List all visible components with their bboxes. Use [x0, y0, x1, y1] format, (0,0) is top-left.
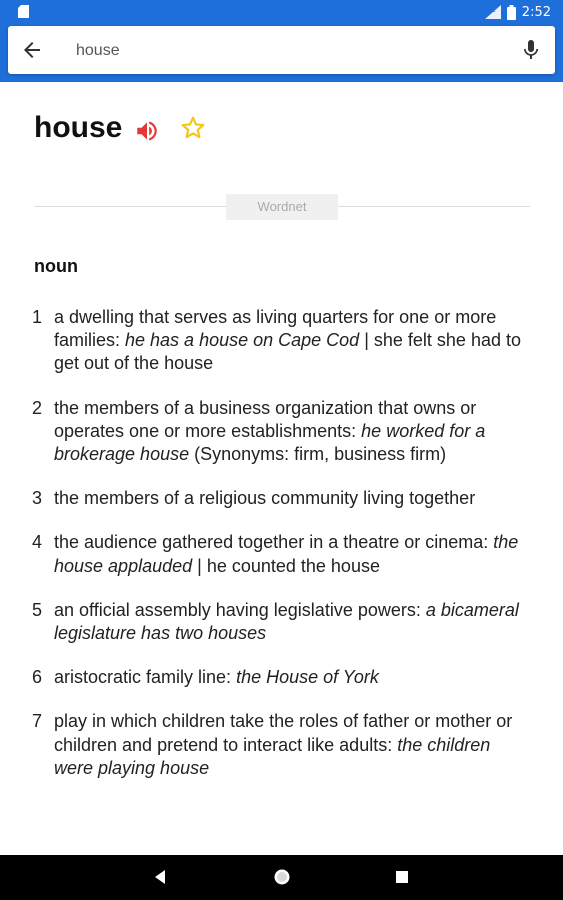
definition-number: 3 [32, 488, 43, 509]
definition-text: a dwelling that serves as living quarters for one or more families: he has a house on Cape Cod | she felt she had to get out of the house [54, 307, 521, 374]
navigation-bar [0, 855, 563, 900]
definition-example: he has a house on Cape Cod [125, 330, 360, 351]
definition-example: he worked for a brokerage house [54, 420, 486, 465]
definition-text: an official assembly having legislative powers: a bicameral legislature has two houses [54, 599, 519, 644]
status-bar [0, 0, 563, 24]
definition-item [32, 666, 532, 689]
nav-home-icon[interactable] [272, 867, 292, 887]
part-of-speech: noun [34, 256, 78, 276]
definition-item [32, 710, 532, 780]
definition-number: 2 [32, 397, 43, 418]
definition-item [32, 487, 532, 510]
definition-item [32, 397, 532, 467]
definition-example: the house applauded [54, 532, 519, 576]
definition-item [32, 306, 532, 376]
search-input[interactable] [74, 36, 498, 66]
svg-text:LTE: LTE [485, 7, 496, 14]
speaker-icon[interactable] [134, 118, 160, 144]
definition-list [32, 306, 532, 801]
definition-number: 7 [32, 711, 43, 732]
definition-item [32, 599, 532, 645]
status-time: 2:52 [521, 4, 551, 20]
nav-back-icon[interactable] [150, 867, 170, 887]
definition-example: the children were playing house [54, 734, 491, 778]
definition-text: aristocratic family line: the House of York [54, 667, 379, 688]
definition-number: 5 [32, 599, 43, 620]
headword: house [34, 111, 123, 144]
search-box [8, 26, 555, 74]
nav-recents-icon[interactable] [392, 867, 412, 887]
definition-item [32, 531, 532, 577]
definition-text: play in which children take the roles of father or mother or children and pretend to interact like adults: the children were playing house [54, 711, 513, 778]
definition-number: 1 [32, 307, 43, 327]
definition-text: the members of a business organization that owns or operates one or more establishments: he worked for a brokerage house (Synonyms: firm, business firm) [54, 397, 486, 465]
definition-number: 6 [32, 667, 43, 688]
battery-icon [507, 5, 516, 20]
status-right [485, 3, 551, 21]
definition-number: 4 [32, 532, 43, 553]
app-bar [0, 24, 563, 82]
signal-icon [485, 5, 501, 19]
star-icon[interactable] [180, 115, 206, 141]
definition-text: the members of a religious community living together [54, 488, 476, 509]
sd-card-icon [18, 5, 29, 18]
mic-icon[interactable] [519, 38, 543, 62]
definition-example: a bicameral legislature has two houses [54, 599, 519, 644]
back-arrow-icon[interactable] [20, 38, 44, 62]
definition-text: the audience gathered together in a theatre or cinema: the house applauded | he counted the house [54, 532, 519, 576]
headword-row [34, 108, 206, 148]
definition-example: the House of York [236, 667, 379, 688]
source-label: Wordnet [226, 194, 338, 220]
